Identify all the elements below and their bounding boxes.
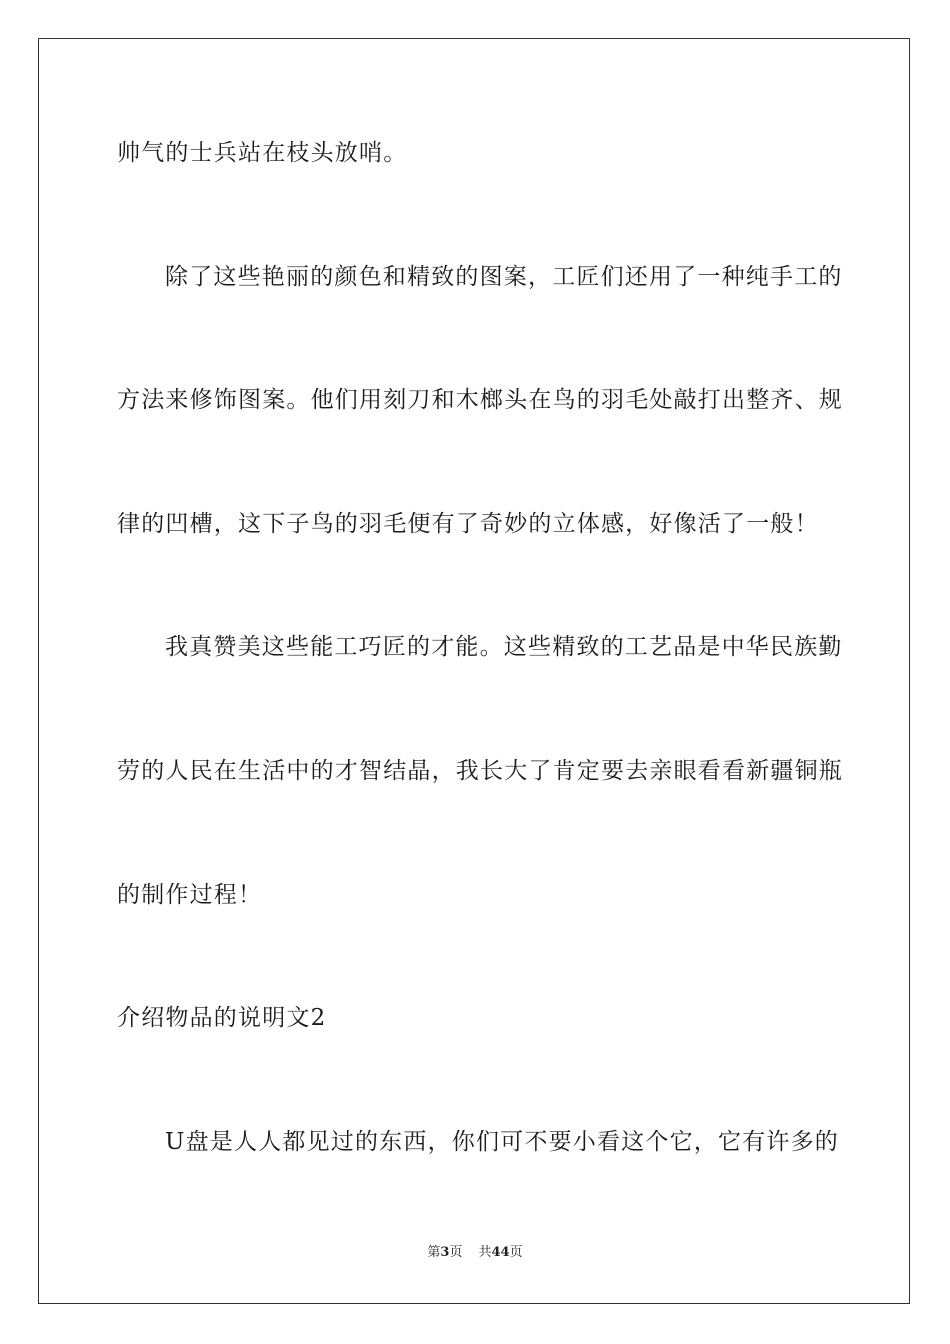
text-line-3: 方法来修饰图案。他们用刻刀和木榔头在鸟的羽毛处敲打出整齐、规 <box>117 387 843 413</box>
text-line-6: 劳的人民在生活中的才智结晶，我长大了肯定要去亲眼看看新疆铜瓶 <box>117 758 843 784</box>
text-line-2: 除了这些艳丽的颜色和精致的图案，工匠们还用了一种纯手工的 <box>165 264 843 290</box>
total-prefix: 共 <box>478 1245 492 1260</box>
page-prefix: 第 <box>427 1245 441 1260</box>
text-line-4: 律的凹槽，这下子鸟的羽毛便有了奇妙的立体感，好像活了一般！ <box>117 511 819 537</box>
text-line-8: U盘是人人都见过的东西，你们可不要小看这个它，它有许多的 <box>165 1129 839 1155</box>
total-suffix: 页 <box>509 1245 523 1260</box>
page-border <box>38 38 910 1304</box>
text-line-7: 的制作过程！ <box>117 882 263 908</box>
section-heading: 介绍物品的说明文2 <box>117 1005 327 1031</box>
total-pages: 44 <box>491 1245 510 1260</box>
page-suffix: 页 <box>449 1245 463 1260</box>
text-line-1: 帅气的士兵站在枝头放哨。 <box>117 140 408 166</box>
page-footer <box>0 1244 950 1262</box>
text-line-5: 我真赞美这些能工巧匠的才能。这些精致的工艺品是中华民族勤 <box>165 634 843 660</box>
page-number: 3 <box>440 1245 450 1260</box>
